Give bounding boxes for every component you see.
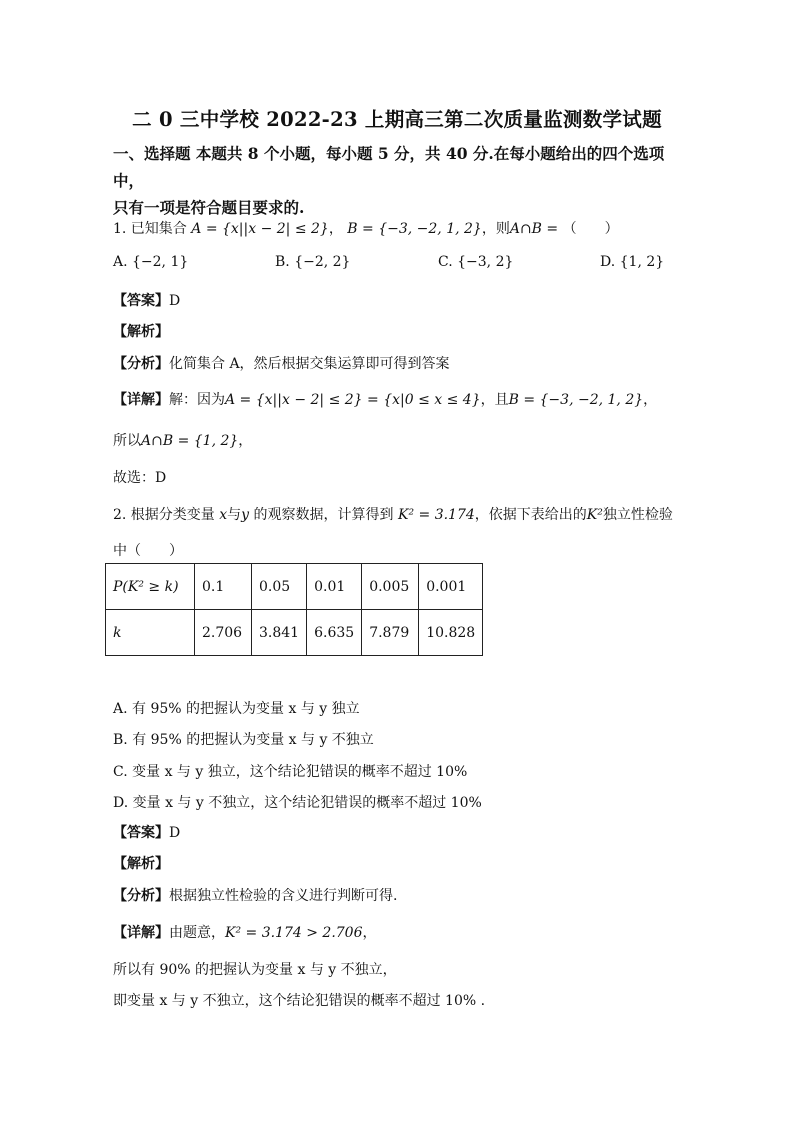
fenxi-tag: 【分析】 — [113, 888, 169, 904]
answer-tag: 【答案】 — [113, 825, 169, 841]
q2-option-a: A. 有 95% 的把握认为变量 x 与 y 独立 — [113, 701, 360, 717]
q2-text-c: ，依据下表给出的 — [474, 507, 587, 523]
q1-jiexi: 【解析】 — [113, 324, 169, 340]
question-2-stem-line2: 中（ ） — [113, 543, 183, 559]
q1-guxuan: 故选：D — [113, 470, 167, 486]
table-cell: 3.841 — [252, 610, 307, 656]
q2-yu: 与 — [227, 507, 242, 523]
detail-text: 由题意， — [169, 925, 225, 941]
question-2-stem — [113, 504, 673, 524]
q2-ji: 即变量 x 与 y 不独立，这个结论犯错误的概率不超过 10% . — [113, 993, 486, 1009]
set-b-expression: B = {−3, −2, 1, 2} — [347, 221, 482, 237]
fenxi-text: 化简集合 A，然后根据交集运算即可得到答案 — [169, 356, 450, 372]
fenxi-text: 根据独立性检验的含义进行判断可得. — [169, 888, 398, 904]
option-label: C. — [438, 254, 453, 270]
q2-suoyi: 所以有 90% 的把握认为变量 x 与 y 不独立， — [113, 962, 397, 978]
section-heading-line1: 一、选择题 本题共 8 个小题，每小题 5 分，共 40 分.在每小题给出的四个选项中， — [113, 144, 665, 190]
option-value: {−2, 2} — [294, 254, 351, 270]
detail-math: K² = 3.174 > 2.706 — [225, 925, 363, 941]
question-1-stem — [113, 218, 619, 238]
q2-option-b: B. 有 95% 的把握认为变量 x 与 y 不独立 — [113, 732, 374, 748]
table-cell: 10.828 — [419, 610, 483, 656]
detail-end: ， — [643, 392, 658, 408]
critical-value-table — [105, 563, 483, 656]
suoyi-end: ， — [238, 433, 253, 449]
set-a-expression: A = {x||x − 2| ≤ 2} — [191, 221, 329, 237]
var-x: x — [219, 507, 228, 523]
answer-tag: 【答案】 — [113, 293, 169, 309]
section-heading-line2: 只有一项是符合题目要求的. — [113, 198, 305, 217]
detail-tag: 【详解】 — [113, 925, 169, 941]
page-title: 二 0 三中学校 2022-23 上期高三第二次质量监测数学试题 — [132, 108, 662, 131]
q2-detail — [113, 922, 377, 942]
table-cell: 0.1 — [195, 564, 252, 610]
detail-text: 解：因为 — [169, 392, 225, 408]
q2-option-c: C. 变量 x 与 y 独立，这个结论犯错误的概率不超过 10% — [113, 764, 468, 780]
q2-answer — [113, 822, 180, 842]
table-row — [106, 564, 483, 610]
table-header-cell: k — [106, 610, 195, 656]
detail-math-2: B = {−3, −2, 1, 2} — [508, 392, 644, 408]
option-value: {1, 2} — [619, 254, 665, 270]
detail-text-2: ，且 — [480, 392, 509, 408]
q1-option-a — [113, 254, 188, 270]
table-cell: 7.879 — [362, 610, 419, 656]
option-label: A. — [113, 254, 128, 270]
detail-tag: 【详解】 — [113, 392, 169, 408]
table-cell: 0.01 — [307, 564, 362, 610]
suoyi-text: 所以 — [113, 433, 141, 449]
q1-fenxi — [113, 353, 450, 373]
k2-value: K² = 3.174 — [398, 507, 475, 523]
answer-value: D — [169, 825, 181, 841]
q2-text-d: 独立性检验 — [602, 507, 673, 523]
detail-math: A = {x||x − 2| ≤ 2} = {x|0 ≤ x ≤ 4} — [225, 392, 481, 408]
q2-text-b: 的观察数据，计算得到 — [253, 507, 394, 523]
q1-suoyi — [113, 430, 252, 450]
q1-comma: ， — [328, 221, 343, 237]
option-label: D. — [600, 254, 616, 270]
fenxi-tag: 【分析】 — [113, 356, 169, 372]
intersection-expression: A∩B = — [509, 221, 559, 237]
q2-jiexi: 【解析】 — [113, 856, 169, 872]
answer-paren: （ ） — [562, 221, 619, 237]
q2-fenxi — [113, 885, 397, 905]
q1-detail — [113, 389, 657, 409]
option-value: {−3, 2} — [457, 254, 514, 270]
answer-value: D — [169, 293, 181, 309]
q1-option-c — [438, 254, 513, 270]
q2-text-a: 2. 根据分类变量 — [113, 507, 215, 523]
suoyi-math: A∩B = {1, 2} — [141, 433, 239, 449]
table-cell: 0.001 — [419, 564, 483, 610]
q1-option-b — [275, 254, 350, 270]
k2-symbol: K² — [586, 507, 603, 523]
table-cell: 2.706 — [195, 610, 252, 656]
q1-answer — [113, 290, 180, 310]
table-cell: 6.635 — [307, 610, 362, 656]
table-header-cell: P(K² ≥ k) — [106, 564, 195, 610]
table-cell: 0.05 — [252, 564, 307, 610]
question-1-prefix: 1. 已知集合 — [113, 221, 187, 237]
option-value: {−2, 1} — [132, 254, 189, 270]
q1-option-d — [600, 254, 664, 270]
table-cell: 0.005 — [362, 564, 419, 610]
table-row — [106, 610, 483, 656]
detail-end: ， — [362, 925, 377, 941]
option-label: B. — [275, 254, 290, 270]
q2-option-d: D. 变量 x 与 y 不独立，这个结论犯错误的概率不超过 10% — [113, 795, 482, 811]
q1-then: ，则 — [481, 221, 510, 237]
section-heading — [113, 140, 693, 221]
var-y: y — [241, 507, 250, 523]
